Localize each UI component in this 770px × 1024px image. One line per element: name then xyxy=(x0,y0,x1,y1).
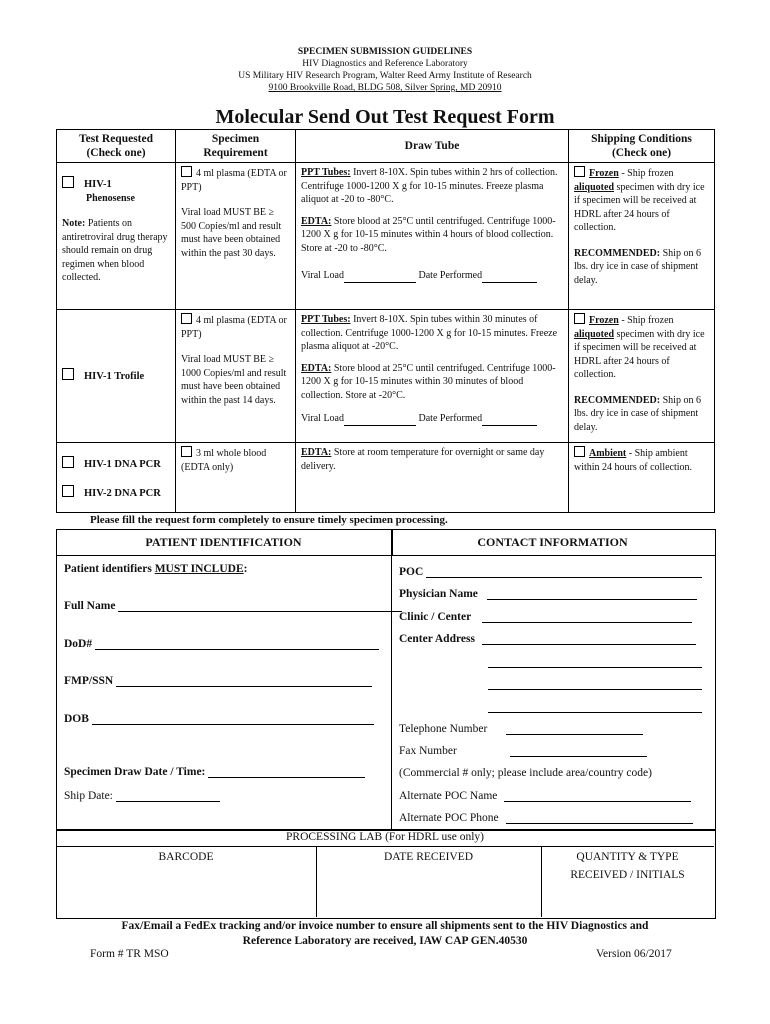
recommended-text: Ship on 6 lbs. dry ice in case of shipment delay. xyxy=(574,394,701,433)
aliquoted-text: aliquoted xyxy=(574,181,615,193)
recommended-label: RECOMMENDED: xyxy=(574,394,661,406)
test-cell xyxy=(57,163,176,310)
lab-name: HIV Diagnostics and Reference Laboratory xyxy=(302,59,468,69)
date-received-label: DATE RECEIVED xyxy=(383,851,474,863)
barcode-label: BARCODE xyxy=(158,851,214,863)
date-performed-field[interactable] xyxy=(482,282,537,283)
specimen-checkbox[interactable] xyxy=(181,166,192,177)
ship-date-label: Ship Date: xyxy=(64,790,113,802)
alt-poc-name-field[interactable] xyxy=(504,789,691,802)
aliquoted-text: aliquoted xyxy=(574,328,615,340)
date-performed-label: Date Performed xyxy=(418,413,483,424)
ship-text-cont: specimen with dry ice if specimen will be received at HDRL after 24 hours of collection. xyxy=(574,328,705,380)
fmp-ssn-label: FMP/SSN xyxy=(64,675,114,687)
note xyxy=(62,217,170,285)
must-a: Patient identifiers xyxy=(64,563,155,575)
test-cell xyxy=(57,310,176,443)
table-row xyxy=(57,443,715,513)
recommended-text: Ship on 6 lbs. dry ice in case of shipment delay. xyxy=(574,247,701,286)
frozen-label: Frozen xyxy=(589,168,619,179)
dod-field[interactable] xyxy=(95,637,379,650)
edta-text: Store blood at 25°C until centrifuged. Centrifuge 1000-1200 X g for 10-15 minutes within 30 minutes of blood collection. Store at -20°C. xyxy=(301,362,556,401)
specimen-amount: 3 ml whole blood (EDTA only) xyxy=(181,448,267,473)
header-title: SPECIMEN SUBMISSION GUIDELINES xyxy=(297,47,473,57)
ambient-checkbox[interactable] xyxy=(574,446,585,457)
telephone-field[interactable] xyxy=(506,722,643,735)
test-name: HIV-1 DNA PCR xyxy=(84,459,161,470)
clinic-label: Clinic / Center xyxy=(399,611,472,623)
alt-poc-name-label: Alternate POC Name xyxy=(399,790,498,802)
test-name: HIV-1 xyxy=(84,179,112,190)
draw-tube-cell xyxy=(296,310,569,443)
draw-tube-cell xyxy=(296,443,569,513)
test-name: HIV-1 Trofile xyxy=(84,371,145,383)
ppt-text: Invert 8-10X. Spin tubes within 2 hrs of collection. Centrifuge 1000-1200 X g for 10-15 minutes. Freeze plasma aliquot at -20 to -80°C. xyxy=(301,167,558,205)
recommended-label: RECOMMENDED: xyxy=(574,247,661,259)
specimen-cell xyxy=(176,163,296,310)
date-performed-field[interactable] xyxy=(482,425,537,426)
version: Version 06/2017 xyxy=(596,948,672,960)
edta-label: EDTA: xyxy=(301,215,332,227)
column-divider xyxy=(391,554,392,829)
telephone-label: Telephone Number xyxy=(399,723,488,735)
must-c: : xyxy=(243,563,248,575)
poc-label: POC xyxy=(399,566,424,578)
form-title: Molecular Send Out Test Request Form xyxy=(215,106,555,128)
specimen-cell xyxy=(176,443,296,513)
test-name: HIV-2 DNA PCR xyxy=(84,487,161,499)
specimen-amount: 4 ml plasma (EDTA or PPT) xyxy=(181,168,287,193)
must-include-text xyxy=(64,563,247,575)
col-specimen-requirement: Specimen Requirement xyxy=(176,130,296,163)
draw-tube-cell xyxy=(296,163,569,310)
col-shipping-conditions: Shipping Conditions (Check one) xyxy=(569,130,715,163)
form-number: Form # TR MSO xyxy=(90,948,169,960)
frozen-checkbox[interactable] xyxy=(574,313,585,324)
viral-load-label: Viral Load xyxy=(301,413,344,424)
full-name-field[interactable] xyxy=(118,599,402,612)
contact-header: CONTACT INFORMATION xyxy=(477,535,628,549)
frozen-label: Frozen xyxy=(589,315,619,326)
ambient-label: Ambient xyxy=(589,448,627,459)
patient-header: PATIENT IDENTIFICATION xyxy=(145,535,302,549)
specimen-checkbox[interactable] xyxy=(181,313,192,324)
full-name-label: Full Name xyxy=(64,600,116,612)
fax-label: Fax Number xyxy=(399,745,457,757)
ppt-label: PPT Tubes: xyxy=(301,314,351,325)
col-test-requested: Test Requested (Check one) xyxy=(57,130,176,163)
table-row xyxy=(57,310,715,443)
processing-lab-header: PROCESSING LAB (For HDRL use only) xyxy=(286,831,484,843)
dob-label: DOB xyxy=(64,713,89,725)
edta-label: EDTA: xyxy=(301,447,332,458)
hiv2-dna-pcr-checkbox[interactable] xyxy=(62,485,74,497)
alt-poc-phone-label: Alternate POC Phone xyxy=(399,812,499,824)
program-name: US Military HIV Research Program, Walter Reed Army Institute of Research xyxy=(238,71,532,81)
fmp-ssn-field[interactable] xyxy=(116,674,372,687)
viral-load-field[interactable] xyxy=(344,425,416,426)
shipping-cell xyxy=(569,443,715,513)
footer-line-2: Reference Laboratory are received, IAW CAP GEN.40530 xyxy=(242,935,528,947)
instruction-text: Please fill the request form completely to ensure timely specimen processing. xyxy=(90,514,448,526)
lab-divider xyxy=(56,846,714,847)
clinic-field[interactable] xyxy=(482,610,692,623)
alt-poc-phone-field[interactable] xyxy=(506,811,693,824)
ship-text: - Ship frozen xyxy=(618,168,674,179)
must-b: MUST INCLUDE xyxy=(154,563,244,575)
address-label: Center Address xyxy=(399,633,475,645)
address-field-1[interactable] xyxy=(482,632,696,645)
received-initials-label: RECEIVED / INITIALS xyxy=(570,869,685,881)
hiv1-phenosense-checkbox[interactable] xyxy=(62,176,74,188)
viral-load-requirement: Viral load MUST BE ≥ 500 Copies/ml and result must have been obtained within the past 30 days. xyxy=(181,207,282,259)
specimen-amount: 4 ml plasma (EDTA or PPT) xyxy=(181,315,287,340)
ship-text: - Ship frozen xyxy=(618,315,674,326)
commercial-note: (Commercial # only; please include area/country code) xyxy=(399,767,652,779)
note-text: Patients on antiretroviral drug therapy should remain on drug regimen when blood collected. xyxy=(62,218,168,283)
ppt-text: Invert 8-10X. Spin tubes within 30 minutes of collection. Centrifuge 1000-1200 X g for 10-15 minutes. Freeze plasma aliquot at -20°C. xyxy=(301,314,558,352)
address-field-3[interactable] xyxy=(488,677,702,690)
specimen-cell xyxy=(176,310,296,443)
quantity-type-label: QUANTITY & TYPE xyxy=(576,851,679,863)
viral-load-label: Viral Load xyxy=(301,270,344,281)
table-row xyxy=(57,163,715,310)
dod-label: DoD# xyxy=(64,638,93,650)
shipping-cell xyxy=(569,310,715,443)
edta-text: Store blood at 25°C until centrifuged. Centrifuge 1000-1200 X g for 10-15 minutes within 4 hours of blood collection. Store at -20 to -80°C. xyxy=(301,215,556,254)
physician-label: Physician Name xyxy=(399,588,478,600)
ambient-text: - Ship ambient within 24 hours of collection. xyxy=(574,448,693,473)
draw-date-field[interactable] xyxy=(208,765,365,778)
poc-field[interactable] xyxy=(426,565,702,578)
address-field-2[interactable] xyxy=(488,655,702,668)
physician-field[interactable] xyxy=(487,587,697,600)
footer-line-1: Fax/Email a FedEx tracking and/or invoice number to ensure all shipments sent to the HIV Diagnostics and xyxy=(121,920,649,932)
specimen-checkbox[interactable] xyxy=(181,446,192,457)
hiv1-dna-pcr-checkbox[interactable] xyxy=(62,456,74,468)
draw-date-label: Specimen Draw Date / Time: xyxy=(64,766,206,778)
shipping-cell xyxy=(569,163,715,310)
test-cell xyxy=(57,443,176,513)
ship-text-cont: specimen with dry ice if specimen will be received at HDRL after 24 hours of collection. xyxy=(574,181,705,233)
frozen-checkbox[interactable] xyxy=(574,166,585,177)
date-performed-label: Date Performed xyxy=(418,270,483,281)
test-subname: Phenosense xyxy=(86,192,135,204)
ship-date-field[interactable] xyxy=(116,789,220,802)
col-draw-tube: Draw Tube xyxy=(296,130,569,163)
note-label: Note: xyxy=(62,218,86,229)
fax-field[interactable] xyxy=(510,744,647,757)
ppt-label: PPT Tubes: xyxy=(301,167,351,178)
edta-text: Store at room temperature for overnight or same day delivery. xyxy=(301,447,545,472)
test-request-table xyxy=(56,129,715,513)
address-field-4[interactable] xyxy=(488,700,702,713)
lab-address: 9100 Brookville Road, BLDG 508, Silver Spring, MD 20910 xyxy=(268,83,502,93)
viral-load-field[interactable] xyxy=(344,282,416,283)
viral-load-requirement: Viral load MUST BE ≥ 1000 Copies/ml and result must have been obtained within the past 14 days. xyxy=(181,354,287,406)
edta-label: EDTA: xyxy=(301,362,332,374)
hiv1-trofile-checkbox[interactable] xyxy=(62,368,74,380)
dob-field[interactable] xyxy=(92,712,374,725)
